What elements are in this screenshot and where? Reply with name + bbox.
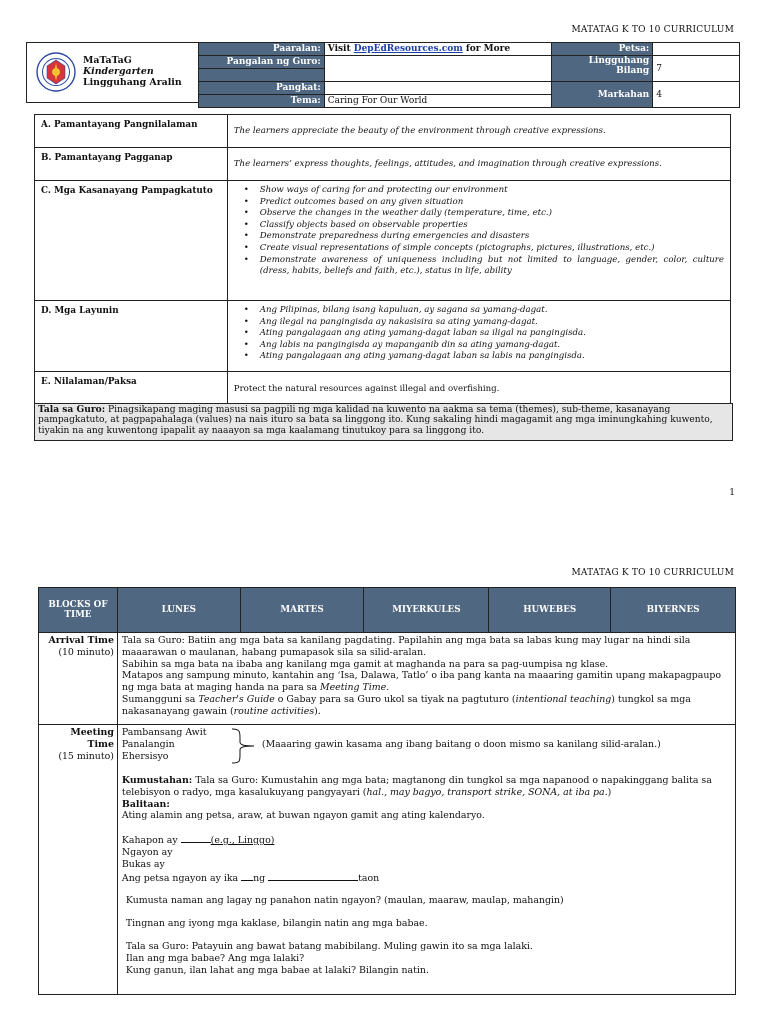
list-item: • Observe the changes in the weather daily (temperature, time, etc.): [260, 208, 724, 220]
petsa-label: Petsa:: [552, 43, 653, 56]
header-info-table: [198, 42, 740, 108]
section-c-content: [227, 181, 730, 301]
page-number: 1: [729, 488, 735, 498]
section-d-list: [234, 305, 724, 363]
balitaan-text: Ating alamin ang petsa, araw, at buwan ngayon gamit ang ating kalendaryo.: [121, 810, 485, 822]
petsa-month-blank[interactable]: [268, 871, 358, 881]
guro-value: [324, 56, 552, 82]
meeting-item: Ehersisyo: [121, 750, 169, 762]
meeting-time-minutes: (15 minuto): [58, 750, 114, 762]
meeting-time-label1: Meeting: [70, 727, 114, 738]
bukas-line: Bukas ay: [121, 858, 165, 870]
meeting-item: Panalangin: [121, 738, 175, 750]
arrival-line: Matapos ang sampung minuto, kantahin ang ‘Isa, Dalawa, Tatlo’ o iba pang kanta na maaaring gamitin upang makapagpaupo ng mga bata at maging handa na para sa Meeting Time.: [121, 670, 722, 694]
petsa-line: Ang petsa ngayon ay ika ng taon: [121, 872, 380, 884]
bilang-label: Lingguhang Bilang: [552, 56, 653, 82]
col-martes: MARTES: [240, 588, 364, 633]
arrival-time-label: Arrival Time: [48, 635, 114, 646]
arrival-content: [117, 633, 735, 725]
brace-note: (Maaaring gawin kasama ang ibang baitang o doon mismo sa kanilang silid-aralan.): [261, 739, 661, 750]
paaralan-label: Paaralan:: [199, 43, 325, 56]
meeting-time-cell: [39, 725, 118, 995]
markahan-value: 4: [653, 82, 740, 108]
list-item: • Demonstrate preparedness during emergencies and disasters: [260, 231, 724, 243]
markahan-label: Markahan: [552, 82, 653, 108]
section-e-label: E. Nilalaman/Paksa: [35, 372, 228, 406]
section-c-list: [234, 185, 724, 278]
list-item: • Predict outcomes based on any given situation: [260, 197, 724, 209]
bilang-value: 7: [653, 56, 740, 82]
arrival-time-cell: [39, 633, 118, 725]
section-b-text: The learners’ express thoughts, feelings, attitudes, and imagination through creative expressions.: [227, 148, 730, 181]
tala-text: Pinagsikapang maging masusi sa pagpili ng mga kalidad na kuwento na aakma sa tema (themes), sub-theme, kasanayang pampagkatuto, at pagpapahalaga (values) na nais ituro sa bata sa linggong ito. Kung sakaling hindi magagamit ang mga iminungkahing kuwento, tiyakin na ang kuwentong ipapalit ay naaayon sa mga kaalamang tinutukoy para sa linggong ito.: [38, 405, 713, 436]
arrival-line: Sabihin sa mga bata na ibaba ang kanilang mga gamit at maghanda na para sa pag-uumpisa ng klase.: [121, 658, 609, 670]
school-identity-box: [26, 42, 200, 103]
petsa-day-blank[interactable]: [241, 871, 253, 881]
school-line3: Lingguhang Aralin: [83, 77, 182, 88]
guro-label-fill: [199, 69, 325, 82]
list-item: • Ating pangalagaan ang ating yamang-dagat laban sa iligal na pangingisda.: [260, 328, 724, 340]
arrival-line: Tala sa Guro: Batiin ang mga bata sa kanilang pagdating. Papilahin ang mga bata sa labas kung may lugar na hindi sila maaarawan o maulanan, habang pumapasok sila sa silid-aralan.: [121, 635, 691, 658]
standards-table: [34, 114, 731, 406]
pangkat-value: [324, 82, 552, 95]
brace-icon: [230, 728, 258, 764]
section-e-text: Protect the natural resources against illegal and overfishing.: [227, 372, 730, 406]
arrival-line: Sumangguni sa Teacher's Guide o Gabay para sa Guro ukol sa tiyak na pagtuturo (intentional teaching) tungkol sa mga nakasanayang gawain (routine activities).: [121, 693, 691, 717]
section-a-label: A. Pamantayang Pangnilalaman: [35, 115, 228, 148]
list-item: • Classify objects based on observable properties: [260, 220, 724, 232]
kahapon-blank[interactable]: [181, 833, 211, 843]
list-item: • Ang ilegal na pangingisda ay nakasisira sa ating yamang-dagat.: [260, 317, 724, 329]
depedresources-link[interactable]: DepEdResources.com: [353, 44, 463, 54]
col-lunes: LUNES: [117, 588, 240, 633]
deped-seal-icon: [36, 52, 76, 92]
paaralan-value: Visit DepEdResources.com for More: [324, 43, 552, 56]
ilan-question: Ilan ang mga babae? Ang mga lalaki?: [125, 952, 305, 964]
school-line2: Kindergarten: [83, 66, 154, 77]
tala-sa-guro-note: [34, 403, 733, 441]
col-huwebes: HUWEBES: [489, 588, 611, 633]
list-item: • Create visual representations of simple concepts (pictographs, pictures, illustrations, etc.): [260, 243, 724, 255]
kahapon-line: Kahapon ay (e.g., Linggo): [121, 835, 275, 847]
list-item: • Ating pangalagaan ang ating yamang-dagat laban sa labis na pangingisda.: [260, 351, 724, 363]
weekly-schedule-table: [38, 587, 736, 995]
meeting-item: Pambansang Awit: [121, 727, 207, 738]
petsa-value: [653, 43, 740, 56]
guro-label: Pangalan ng Guro:: [199, 56, 325, 69]
ngayon-line: Ngayon ay: [121, 846, 173, 858]
meeting-content: [117, 725, 735, 995]
school-line1: MaTaTaG: [83, 55, 132, 66]
balitaan-label: Balitaan:: [121, 798, 170, 810]
list-item: • Ang labis na pangingisda ay mapanganib din sa ating yamang-dagat.: [260, 340, 724, 352]
col-blocks-of-time: BLOCKS OF TIME: [39, 588, 118, 633]
list-item: • Ang Pilipinas, bilang isang kapuluan, ay sagana sa yamang-dagat.: [260, 305, 724, 317]
pangkat-label: Pangkat:: [199, 82, 325, 95]
kumustahan-text: Kumustahan: Tala sa Guro: Kumustahin ang mga bata; magtanong din tungkol sa mga napanood o napakinggang balita sa telebisyon o radyo, mga kasalukuyang pangyayari (hal., may bagyo, transport strike, SONA, at iba pa.): [121, 775, 712, 798]
section-d-content: [227, 301, 730, 372]
arrival-time-minutes: (10 minuto): [58, 646, 114, 658]
curriculum-header-page2: MATATAG K TO 10 CURRICULUM: [571, 568, 734, 578]
meeting-time-label2: Time: [87, 738, 114, 750]
section-c-label: C. Mga Kasanayang Pampagkatuto: [35, 181, 228, 301]
section-a-text: The learners appreciate the beauty of the environment through creative expressions.: [227, 115, 730, 148]
kabuuan-question: Kung ganun, ilan lahat ang mga babae at lalaki? Bilangin natin.: [125, 964, 429, 976]
kaklase-instruction: Tingnan ang iyong mga kaklase, bilangin natin ang mga babae.: [125, 918, 428, 930]
col-miyerkules: MIYERKULES: [364, 588, 489, 633]
section-d-label: D. Mga Layunin: [35, 301, 228, 372]
panahon-question: Kumusta naman ang lagay ng panahon natin ngayon? (maulan, maaraw, maulap, mahangin): [125, 895, 564, 907]
tema-label: Tema:: [199, 95, 325, 108]
section-b-label: B. Pamantayang Pagganap: [35, 148, 228, 181]
curriculum-header-page1: MATATAG K TO 10 CURRICULUM: [571, 25, 734, 35]
list-item: • Show ways of caring for and protecting our environment: [260, 185, 724, 197]
list-item: • Demonstrate awareness of uniqueness including but not limited to language, gender, color, culture (dress, habits, beliefs and faith, etc.), status in life, ability: [260, 255, 724, 278]
tema-value: Caring For Our World: [324, 95, 552, 108]
tala-guro-instruction: Tala sa Guro: Patayuin ang bawat batang mabibilang. Muling gawin ito sa mga lalaki.: [125, 940, 533, 952]
col-biyernes: BIYERNES: [611, 588, 736, 633]
tala-label: Tala sa Guro:: [38, 404, 106, 415]
